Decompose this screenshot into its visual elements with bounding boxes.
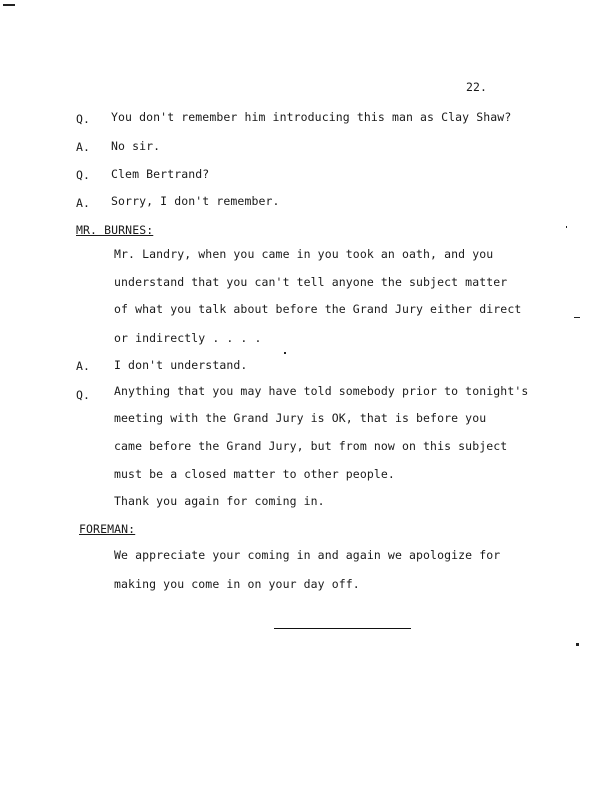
scan-speck	[284, 352, 286, 354]
question-label: Q.	[76, 112, 91, 126]
answer-label: A.	[76, 140, 91, 154]
answer-text: No sir.	[111, 139, 161, 153]
statement-line: of what you talk about before the Grand Jury either direct	[114, 302, 522, 316]
scan-speck	[574, 317, 580, 318]
statement-line: Mr. Landry, when you came in you took an oath, and you	[114, 247, 494, 261]
page-number: 22.	[466, 80, 488, 94]
question-text: Clem Bertrand?	[111, 167, 210, 181]
answer-label: A.	[76, 196, 91, 210]
statement-line: We appreciate your coming in and again we apologize for	[114, 548, 501, 562]
question-line: must be a closed matter to other people.	[114, 467, 395, 481]
statement-line: making you come in on your day off.	[114, 577, 360, 591]
question-label: Q.	[76, 388, 91, 402]
question-text: You don't remember him introducing this man as Clay Shaw?	[111, 110, 512, 124]
statement-line: or indirectly . . . .	[114, 331, 262, 345]
question-line: Anything that you may have told somebody prior to tonight's	[114, 384, 529, 398]
statement-line: understand that you can't tell anyone the subject matter	[114, 275, 508, 289]
closing-line: Thank you again for coming in.	[114, 494, 325, 508]
scan-speck	[566, 226, 567, 228]
scan-speck	[576, 643, 579, 646]
end-rule	[274, 628, 411, 629]
question-line: came before the Grand Jury, but from now on this subject	[114, 439, 508, 453]
speaker-name-burnes: MR. BURNES:	[76, 223, 154, 237]
answer-label: A.	[76, 359, 91, 373]
scan-mark-top-left	[3, 4, 15, 6]
question-label: Q.	[76, 168, 91, 182]
answer-text: Sorry, I don't remember.	[111, 194, 280, 208]
speaker-name-foreman: FOREMAN:	[79, 522, 136, 536]
question-line: meeting with the Grand Jury is OK, that is before you	[114, 411, 487, 425]
answer-text: I don't understand.	[114, 358, 248, 372]
